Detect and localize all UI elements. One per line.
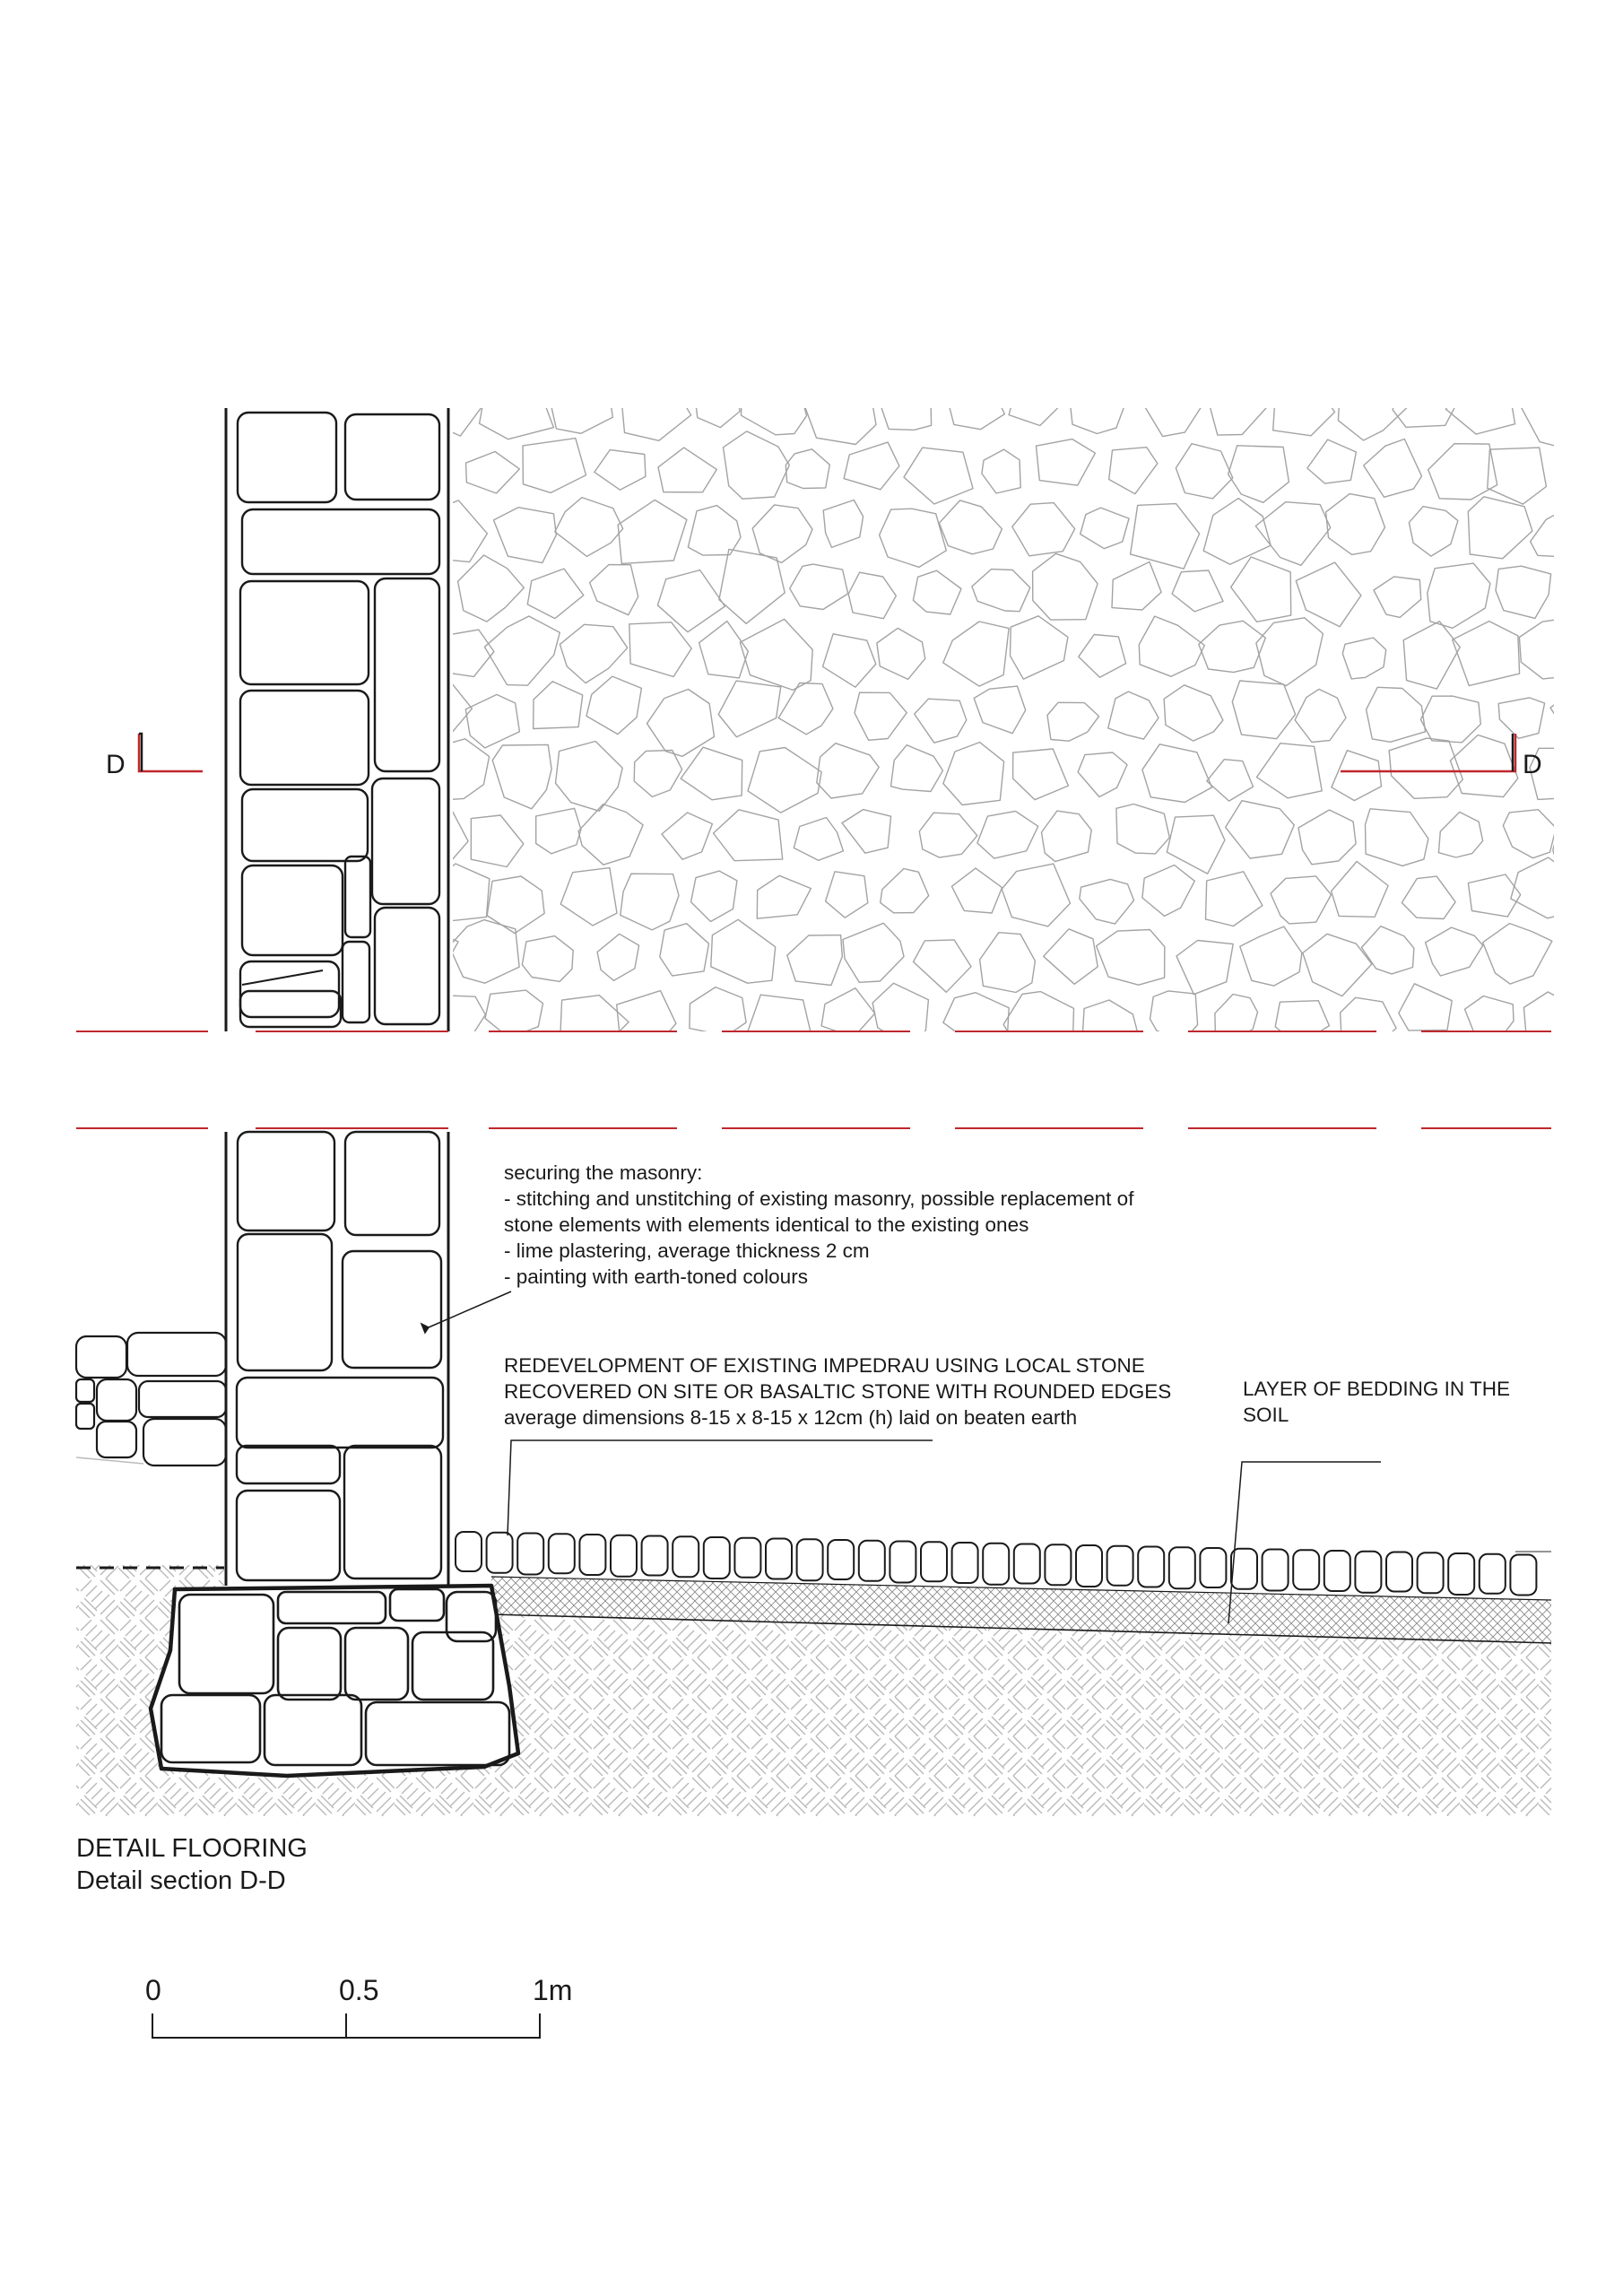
- svg-text:- painting with earth-toned co: - painting with earth-toned colours: [504, 1265, 808, 1288]
- scale-label-half: 0.5: [339, 1974, 379, 2006]
- scale-label-0: 0: [145, 1974, 161, 2006]
- drawing-title: DETAIL FLOORING: [76, 1834, 308, 1863]
- svg-text:SOIL: SOIL: [1243, 1404, 1289, 1426]
- section-mark-left: D: [106, 750, 126, 779]
- svg-text:REDEVELOPMENT OF EXISTING IMPE: REDEVELOPMENT OF EXISTING IMPEDRAU USING LOCAL STONE: [504, 1354, 1145, 1377]
- svg-text:- lime plastering, average thi: - lime plastering, average thickness 2 cm: [504, 1239, 870, 1262]
- svg-text:- stitching and unstitching of: - stitching and unstitching of existing masonry, possible replacement of: [504, 1187, 1134, 1210]
- impedrau-annotation: [504, 1354, 1171, 1429]
- svg-text:average dimensions 8-15 x 8-15: average dimensions 8-15 x 8-15 x 12cm (h) laid on beaten earth: [504, 1406, 1078, 1429]
- scale-label-1m: 1m: [533, 1974, 573, 2006]
- scale-bar: [145, 1974, 572, 2038]
- svg-text:LAYER OF BEDDING IN THE: LAYER OF BEDDING IN THE: [1243, 1378, 1510, 1400]
- adjacent-wall-stones: [76, 1333, 226, 1465]
- wall-foundation: [151, 1586, 518, 1776]
- drawing-subtitle: Detail section D-D: [76, 1866, 286, 1895]
- plan-view: [76, 309, 1623, 1129]
- svg-text:RECOVERED ON SITE OR BASALTIC: RECOVERED ON SITE OR BASALTIC STONE WITH ROUNDED EDGES: [504, 1380, 1172, 1403]
- section-wall-stones: [237, 1132, 443, 1580]
- section-view: [76, 1132, 1551, 1816]
- svg-text:stone elements with elements i: stone elements with elements identical to the existing ones: [504, 1213, 1029, 1236]
- bedding-annotation: [1243, 1378, 1510, 1426]
- plan-paving-stones: [350, 309, 1623, 1120]
- plan-wall: [226, 408, 448, 1031]
- masonry-annotation: [504, 1161, 1134, 1288]
- section-line-d-d: [76, 734, 1551, 1031]
- section-mark-right: D: [1523, 750, 1542, 779]
- plan-wall-stones: [238, 413, 439, 1027]
- svg-text:securing the masonry:: securing the masonry:: [504, 1161, 703, 1184]
